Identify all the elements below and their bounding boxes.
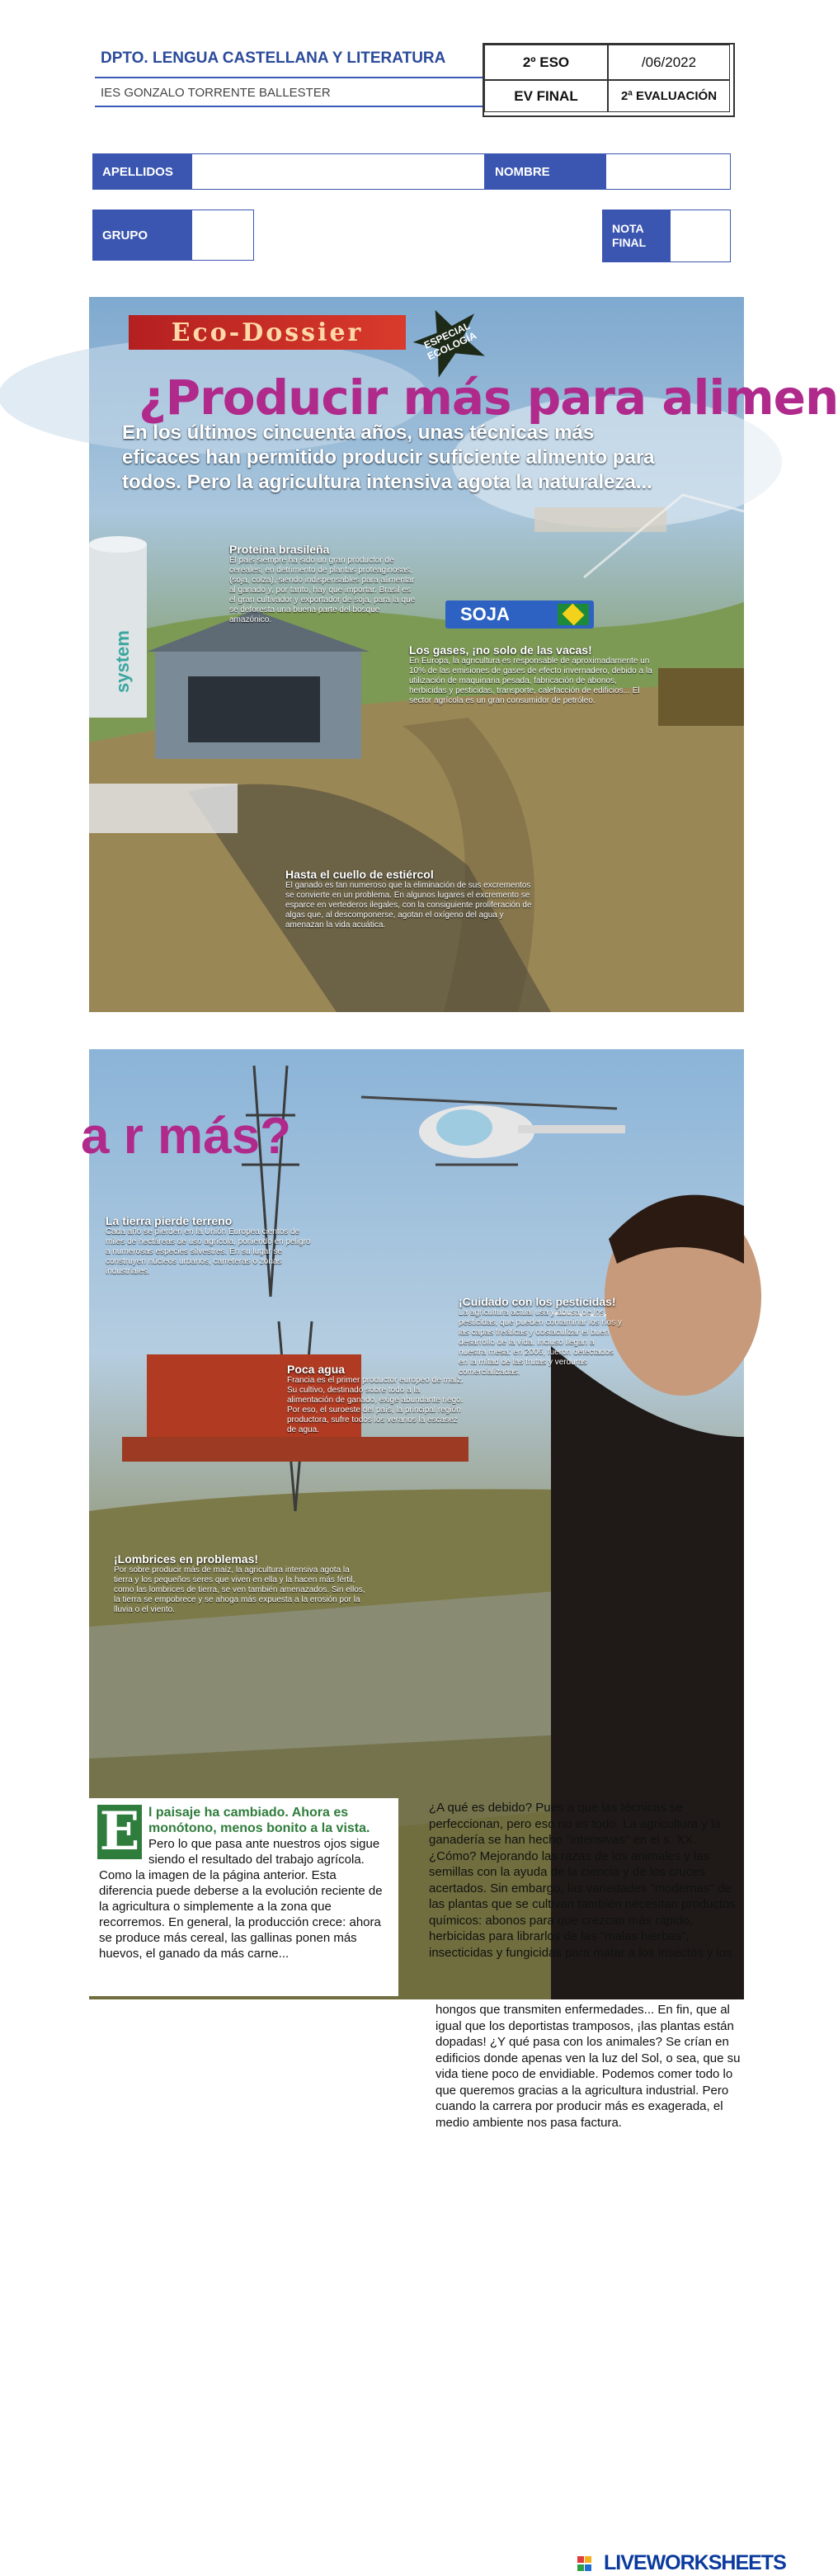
- pesticidas-title: ¡Cuidado con los pesticidas!: [459, 1295, 616, 1308]
- header-divider: [95, 77, 483, 78]
- course-info-table: [483, 43, 735, 117]
- magazine-page-1: [89, 297, 838, 1012]
- gases-text: En Europa, la agricultura es responsable de aproximadamente un 10% de las emisiones de gases de efecto invernadero, debido a la utilización de maquinaria pesada, fabricación de abonos, herbicidas y pesticidas, transporte, calefacción de edificios... El sector agrícola es un gran consumidor de petróleo.: [409, 657, 652, 705]
- liveworksheets-logo: [577, 2551, 786, 2575]
- silo-label: system: [112, 630, 133, 693]
- nota-field[interactable]: [670, 210, 731, 262]
- body-column-2: ¿A qué es debido? Pues a que las técnicas se perfeccionan, pero eso no es todo. La agricultura y la ganadería se han hecho "intensivas" en el s. XX. ¿Cómo? Mejorando las razas de los animales y las semillas con la ayuda de la ciencia y de los cruces acertados. Sin embargo, las variedades "modernas" de las plantas que se cultivan también necesitan productos químicos: abonos para que crezcan más rápido, herbicidas para librarlos de las "malas hierbas", insecticidas y fungicidas para matar a los insectos y los: [429, 1801, 736, 1960]
- liveworksheets-icon: [577, 2555, 599, 2573]
- page2-title: a r más?: [81, 1108, 292, 1165]
- lombrices-text: Por sobre producir más de maíz, la agricultura intensiva agota la tierra y los pequeños seres que viven en ella y la hacen más fértil, como las lombrices de tierra, se ven también amenazados. Sin ellos, la tierra se empobrece y se ahoga más expuesta a la erosión por la lluvia o el viento.: [114, 1566, 365, 1614]
- nota-label: NOTA FINAL: [602, 210, 670, 262]
- exam-cell: EV FINAL: [484, 80, 608, 112]
- nombre-field[interactable]: [605, 153, 731, 190]
- gases-title: Los gases, ¡no solo de las vacas!: [409, 643, 592, 657]
- estiercol-title: Hasta el cuello de estiércol: [285, 868, 434, 881]
- nombre-row: [485, 153, 731, 190]
- pesticidas-text: La agricultura actual usa y abusa de los pesticidas, que pueden contaminar los ríos y las capas freáticas y obstaculizar el buen desarrollo de la vida. Incluso llegan a nuestra mesa: en 2006, fueron detectados en la mitad de las frutas y verduras comercializadas.: [459, 1308, 622, 1377]
- agua-box: [287, 1363, 468, 1435]
- proteina-box: [229, 543, 419, 625]
- liveworksheets-label: LIVEWORKSHEETS: [604, 2551, 786, 2574]
- agua-text: Francia es el primer productor europeo de maíz. Su cultivo, destinado sobre todo a la alimentación de ganado, exige abundante riego. Por eso, el suroeste del país, la principal región productora, sufre todos los veranos la escasez de agua.: [287, 1376, 464, 1434]
- magazine-title: ¿Producir más para alimen: [139, 370, 838, 426]
- course-cell: 2º ESO: [484, 45, 608, 80]
- estiercol-text: El ganado es tan numeroso que la eliminación de sus excrementos se convierte en un problema. En algunos lugares el excremento se esparce en vertederos ilegales, con la consiguiente proliferación de algas que, al descomponerse, agotan el oxígeno del agua y amenazan la vida acuática.: [285, 881, 532, 930]
- tierra-text: Cada año se pierden en la Unión Europea cientos de miles de hectáreas de uso agrícola, poniendo en peligro a numerosas especies silvestres. En su lugar se construyen núcleos urbanos, carreteras o zonas industriales.: [106, 1227, 311, 1276]
- lombrices-title: ¡Lombrices en problemas!: [114, 1552, 259, 1566]
- tierra-title: La tierra pierde terreno: [106, 1214, 233, 1227]
- proteina-title: Proteína brasileña: [229, 543, 330, 556]
- grupo-label: GRUPO: [92, 210, 191, 261]
- evaluation-cell: 2ª EVALUACIÓN: [608, 80, 730, 112]
- date-cell: /06/2022: [608, 45, 730, 80]
- brazil-flag-icon: [558, 604, 589, 625]
- grupo-row: [92, 210, 254, 261]
- soja-label: SOJA: [460, 604, 510, 624]
- eco-dossier-banner: Eco-Dossier: [129, 315, 406, 350]
- lombrices-box: [114, 1552, 370, 1615]
- nota-row: [602, 210, 731, 262]
- gases-box: [409, 643, 657, 706]
- magazine-lead: En los últimos cincuenta años, unas técnicas más eficaces han permitido producir suficiente alimento para todos. Pero la agricultura intensiva agota la naturaleza...: [122, 421, 655, 493]
- intro-text: Pero lo que pasa ante nuestros ojos sigue siendo el resultado del trabajo agrícola. Como la imagen de la página anterior. Esta diferencia puede deberse a la evolución reciente de la agricultura o simplemente a la zona que recorremos. En general, la producción crece: ahora se produce más cereal, las gallinas ponen más huevos, el ganado da más carne...: [99, 1837, 383, 1961]
- helicopter: [361, 1097, 625, 1165]
- agua-title: Poca agua: [287, 1363, 346, 1376]
- body-column-3: hongos que transmiten enfermedades... En fin, que al igual que los deportistas tramposos, ¡las plantas están dopadas! ¿Y qué pasa con los animales? Se crían en edificios donde apenas ven la luz del Sol, o sea, que su vida tiene poco de envidiable. Podemos comer todo lo que queremos gracias a la agricultura industrial. Pero cuando la carrera por producir más es exagerada, el medio ambiente nos pasa factura.: [435, 2003, 741, 2130]
- intro-paragraph: [89, 1798, 398, 1996]
- estiercol-box: [285, 868, 538, 930]
- dropcap: E: [97, 1805, 142, 1859]
- soja-truck-sign: [445, 600, 594, 629]
- badge-label: ESPECIAL ECOLOGÍA: [421, 319, 478, 363]
- apellidos-field[interactable]: [191, 153, 485, 190]
- apellidos-label: APELLIDOS: [92, 153, 191, 190]
- grupo-field[interactable]: [191, 210, 254, 261]
- intro-highlight: l paisaje ha cambiado. Ahora es monótono, menos bonito a la vista.: [148, 1806, 370, 1835]
- header-divider-bottom: [95, 106, 483, 107]
- department-title: DPTO. LENGUA CASTELLANA Y LITERATURA: [101, 49, 446, 67]
- pesticidas-box: [459, 1295, 624, 1377]
- silo-label-wrap: [97, 544, 139, 709]
- apellidos-row: [92, 153, 485, 190]
- nombre-label: NOMBRE: [485, 153, 605, 190]
- proteina-text: El país siempre ha sido un gran productor de cereales, en detrimento de plantas proteaginosas, (soja, colza), siendo indispensables para alimentar al ganado y, por tanto, hay que importar. Brasil es el gran cultivador y exportador de soja, para la que se deforesta una buena parte del bosque amazónico.: [229, 556, 416, 624]
- tierra-box: [106, 1214, 312, 1277]
- school-name: IES GONZALO TORRENTE BALLESTER: [101, 86, 331, 100]
